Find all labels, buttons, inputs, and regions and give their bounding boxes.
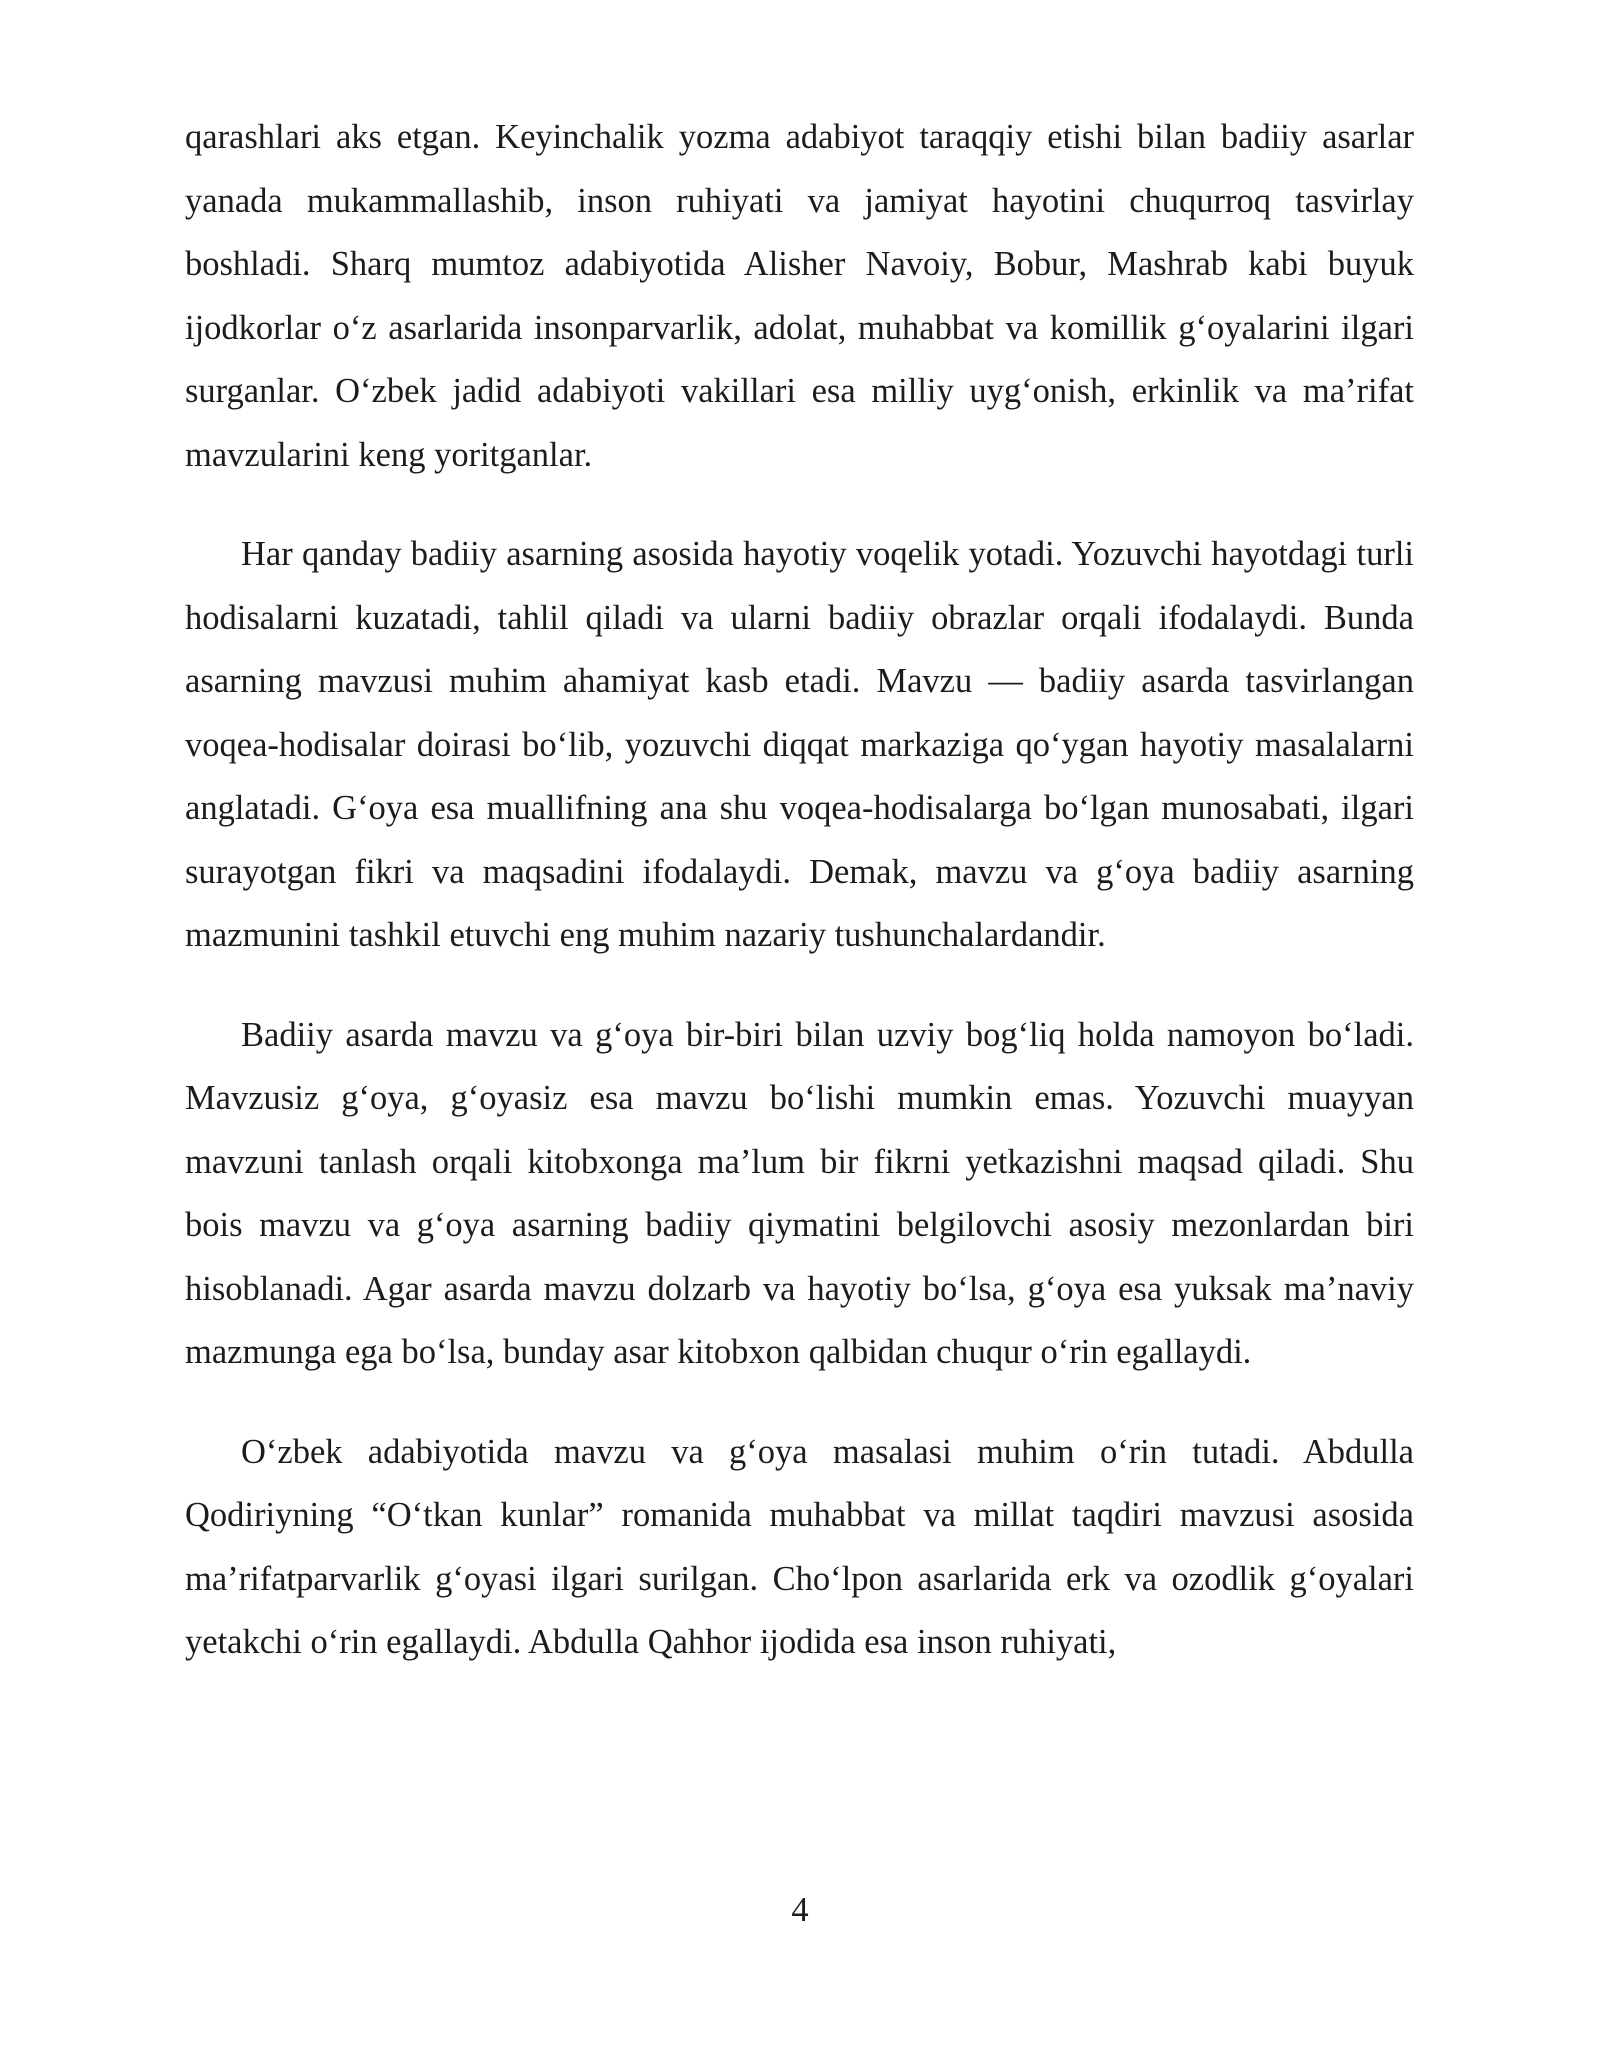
body-text xyxy=(185,106,1414,1675)
paragraph: O‘zbek adabiyotida mavzu va g‘oya masalasi muhim o‘rin tutadi. Abdulla Qodiriyning “O‘tkan kunlar” romanida muhabbat va millat taqdiri mavzusi asosida ma’rifatparvarlik g‘oyasi ilgari surilgan. Cho‘lpon asarlarida erk va ozodlik g‘oyalari yetakchi o‘rin egallaydi. Abdulla Qahhor ijodida esa inson ruhiyati, xyxy=(185,1432,1414,1661)
paragraph: Har qanday badiiy asarning asosida hayotiy voqelik yotadi. Yozuvchi hayotdagi turli hodisalarni kuzatadi, tahlil qiladi va ularni badiiy obrazlar orqali ifodalaydi. Bunda asarning mavzusi muhim ahamiyat kasb etadi. Mavzu — badiiy asarda tasvirlangan voqea-hodisalar doirasi bo‘lib, yozuvchi diqqat markaziga qo‘ygan hayotiy masalalarni anglatadi. G‘oya esa muallifning ana shu voqea-hodisalarga bo‘lgan munosabati, ilgari surayotgan fikri va maqsadini ifodalaydi. Demak, mavzu va g‘oya badiiy asarning mazmunini tashkil etuvchi eng muhim nazariy tushunchalardandir. xyxy=(185,535,1414,954)
paragraph-continuation: qarashlari aks etgan. Keyinchalik yozma adabiyot taraqqiy etishi bilan badiiy asarlar yanada mukammallashib, inson ruhiyati va jamiyat hayotini chuqurroq tasvirlay boshladi. Sharq mumtoz adabiyotida Alisher Navoiy, Bobur, Mashrab kabi buyuk ijodkorlar o‘z asarlarida insonparvarlik, adolat, muhabbat va komillik g‘oyalarini ilgari surganlar. O‘zbek jadid adabiyoti vakillari esa milliy uyg‘onish, erkinlik va ma’rifat mavzularini keng yoritganlar. xyxy=(185,118,1414,474)
page-number: 4 xyxy=(791,1891,809,1929)
paragraph: Badiiy asarda mavzu va g‘oya bir-biri bilan uzviy bog‘liq holda namoyon bo‘ladi. Mavzusiz g‘oya, g‘oyasiz esa mavzu bo‘lishi mumkin emas. Yozuvchi muayyan mavzuni tanlash orqali kitobxonga ma’lum bir fikrni yetkazishni maqsad qiladi. Shu bois mavzu va g‘oya asarning badiiy qiymatini belgilovchi asosiy mezonlardan biri hisoblanadi. Agar asarda mavzu dolzarb va hayotiy bo‘lsa, g‘oya esa yuksak ma’naviy mazmunga ega bo‘lsa, bunday asar kitobxon qalbidan chuqur o‘rin egallaydi. xyxy=(185,1015,1414,1371)
